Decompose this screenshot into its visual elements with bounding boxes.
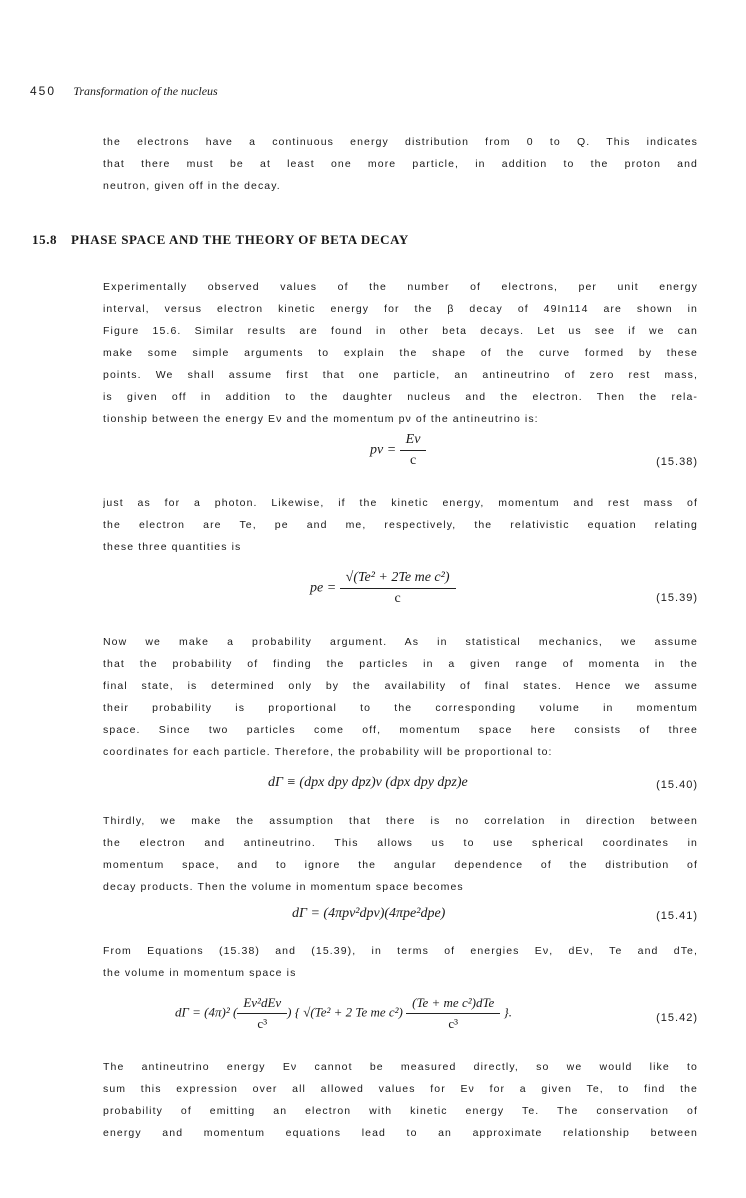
text-line: is given off in addition to the daughter nucleus and the electron. Then the rela- bbox=[103, 391, 698, 403]
eq-denominator: c³ bbox=[257, 1016, 268, 1031]
paragraph-6 bbox=[103, 1056, 698, 1144]
intro-paragraph bbox=[103, 131, 698, 197]
eq-expression: dΓ = (4πpν²dpν)(4πpe²dpe) bbox=[292, 906, 446, 921]
text-line: From Equations (15.38) and (15.39), in terms of energies Eν, dEν, Te and dTe, bbox=[103, 945, 698, 957]
equation-label: (15.39) bbox=[656, 592, 698, 604]
equation-15-41 bbox=[292, 906, 445, 922]
equation-label: (15.38) bbox=[656, 456, 698, 468]
text-line: that the probability of finding the particles in a given range of momenta in the bbox=[103, 658, 698, 670]
eq-denominator: c³ bbox=[448, 1016, 459, 1031]
text-line: tionship between the energy Eν and the momentum pν of the antineutrino is: bbox=[103, 413, 539, 425]
text-line: their probability is proportional to the corresponding volume in momentum bbox=[103, 702, 698, 714]
eq-numerator: Eν²dEν bbox=[237, 995, 287, 1014]
section-heading bbox=[32, 232, 409, 248]
text-line: The antineutrino energy Eν cannot be measured directly, so we would like to bbox=[103, 1061, 698, 1073]
eq-lhs: pe = bbox=[310, 580, 337, 596]
paragraph-3 bbox=[103, 631, 698, 763]
eq-numerator: (Te + me c²)dTe bbox=[406, 995, 500, 1014]
eq-denominator: c bbox=[394, 591, 401, 606]
text-line: momentum space, and to ignore the angular dependence of the distribution of bbox=[103, 859, 698, 871]
eq-numerator: √(Te² + 2Te me c²) bbox=[340, 570, 456, 589]
equation-label: (15.42) bbox=[656, 1012, 698, 1024]
text-line: these three quantities is bbox=[103, 541, 242, 553]
equation-label: (15.41) bbox=[656, 910, 698, 922]
page-number: 450 bbox=[30, 84, 57, 98]
text-line: coordinates for each particle. Therefore, the probability will be proportional to: bbox=[103, 746, 553, 758]
equation-15-42: dΓ = (4π)² ( $\frac{\text{Eν²dEν}}{\text{c³}}$ ) { √(Te² + 2 Te me c²) $\frac{\text{(Te + me c²)dTe}}{\text{c³}}$ }. bbox=[175, 995, 512, 1031]
text-line: that there must be at least one more particle, in addition to the proton and bbox=[103, 158, 698, 170]
text-line: the volume in momentum space is bbox=[103, 967, 297, 979]
text-line: decay products. Then the volume in momentum space becomes bbox=[103, 881, 464, 893]
text-line: the electron and antineutrino. This allows us to use spherical coordinates in bbox=[103, 837, 698, 849]
text-line: just as for a photon. Likewise, if the kinetic energy, momentum and rest mass of bbox=[103, 497, 698, 509]
text-line: sum this expression over all allowed values for Eν for a given Te, to find the bbox=[103, 1083, 698, 1095]
eq-root: √(Te² + 2 Te me c²) bbox=[303, 1004, 403, 1020]
section-title: PHASE SPACE AND THE THEORY OF BETA DECAY bbox=[71, 232, 409, 247]
paragraph-5 bbox=[103, 940, 698, 984]
eq-expression: dΓ ≡ (dpx dpy dpz)ν (dpx dpy dpz)e bbox=[268, 775, 468, 790]
text-line: energy and momentum equations lead to an approximate relationship between bbox=[103, 1127, 698, 1139]
page-header bbox=[30, 84, 218, 99]
paragraph-1 bbox=[103, 276, 698, 430]
text-line: probability of emitting an electron with kinetic energy Te. The conservation of bbox=[103, 1105, 698, 1117]
running-title: Transformation of the nucleus bbox=[73, 84, 218, 98]
text-line: interval, versus electron kinetic energy for the β decay of 49In114 are shown in bbox=[103, 303, 698, 315]
eq-lhs: dΓ = (4π)² bbox=[175, 1004, 230, 1020]
paragraph-2 bbox=[103, 492, 698, 558]
eq-denominator: c bbox=[409, 453, 417, 468]
text-line: the electron are Te, pe and me, respectively, the relativistic equation relating bbox=[103, 519, 698, 531]
paragraph-4 bbox=[103, 810, 698, 898]
text-line: Thirdly, we make the assumption that there is no correlation in direction between bbox=[103, 815, 698, 827]
section-number: 15.8 bbox=[32, 232, 58, 247]
text-line: neutron, given off in the decay. bbox=[103, 180, 281, 192]
text-line: Figure 15.6. Similar results are found in other beta decays. Let us see if we can bbox=[103, 325, 698, 337]
text-line: the electrons have a continuous energy distribution from 0 to Q. This indicates bbox=[103, 136, 698, 148]
eq-numerator: Eν bbox=[400, 432, 427, 451]
text-line: Experimentally observed values of the number of electrons, per unit energy bbox=[103, 281, 698, 293]
eq-lhs: pν = bbox=[370, 442, 397, 458]
text-line: points. We shall assume first that one particle, an antineutrino of zero rest mass, bbox=[103, 369, 698, 381]
text-line: Now we make a probability argument. As in statistical mechanics, we assume bbox=[103, 636, 698, 648]
equation-label: (15.40) bbox=[656, 779, 698, 791]
equation-15-40 bbox=[268, 775, 468, 791]
equation-15-39 bbox=[310, 570, 456, 607]
text-line: final state, is determined only by the availability of final states. Hence we assume bbox=[103, 680, 698, 692]
equation-15-38 bbox=[370, 432, 426, 469]
text-line: make some simple arguments to explain the shape of the curve formed by these bbox=[103, 347, 698, 359]
text-line: space. Since two particles come off, momentum space here consists of three bbox=[103, 724, 698, 736]
